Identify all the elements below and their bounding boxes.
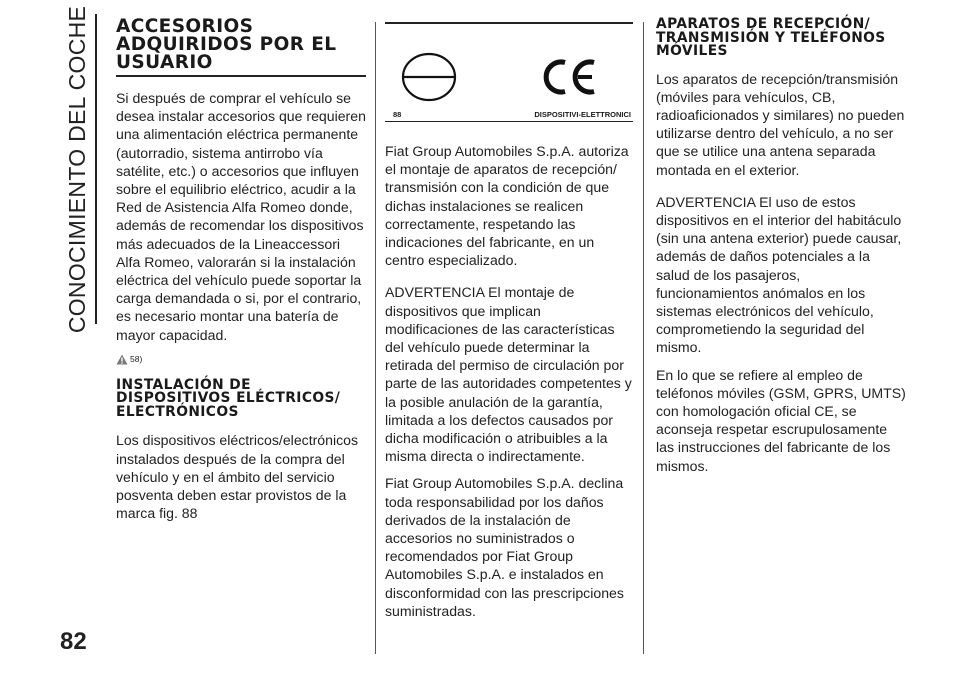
warning-reference (116, 354, 366, 365)
warning-triangle-icon (116, 354, 128, 365)
section-heading-aparatos: APARATOS DE RECEPCIÓN/ TRANSMISIÓN Y TELÉFONOS MÓVILES (656, 16, 886, 59)
chapter-rule (95, 14, 97, 324)
chapter-title-text: CONOCIMIENTO DEL COCHE (64, 5, 91, 334)
chapter-title (58, 5, 98, 334)
column-divider-1 (375, 22, 376, 654)
heading-rule (116, 75, 366, 77)
figure-number: 88 (393, 110, 402, 119)
column2-paragraph: Fiat Group Automobiles S.p.A. declina toda responsabilidad por los daños derivados de la instalación de accesorios no suministrados o recomendados por Fiat Group Automobiles S.p.A. e instalados en disconformidad con las prescripciones suministradas. (385, 475, 624, 619)
figure-caption: DISPOSITIVI-ELETTRONICI (534, 110, 631, 119)
warning-reference-number: 58) (130, 354, 143, 365)
column2-paragraph: ADVERTENCIA El montaje de dispositivos que implican modificaciones de las características del vehículo puede determinar la retirada del permiso de circulación por parte de las autoridades competentes y la posible anulación de la garantía, limitada a los defectos causados por dicha modificación o atribuibles a la misma directa o indirectamente. (385, 284, 632, 465)
column-2-text (385, 142, 633, 620)
section2-paragraph: Los dispositivos eléctricos/electrónicos instalados después de la compra del vehículo y en el ámbito del servicio posventa deben estar provistos de la marca fig. 88 (116, 432, 359, 522)
column-2 (385, 18, 633, 629)
section3-paragraph: ADVERTENCIA El uso de estos dispositivos en el interior del habitáculo (sin una antena exterior) puede causar, además de daños potenciales a la salud de los pasajeros, funcionamientos anómalos en los sistemas electrónicos del vehículo, comprometiendo la seguridad del mismo. (656, 193, 902, 356)
column-divider-2 (643, 22, 644, 654)
section3-paragraph: En lo que se refiere al empleo de teléfonos móviles (GSM, GPRS, UMTS) con homologación oficial CE, se aconseja respetar escrupulosamente las instrucciones del fabricante de los mismos. (656, 366, 906, 474)
section3-paragraph: Los aparatos de recepción/transmisión (móviles para vehículos, CB, radioaficionados y similares) no pueden utilizarse dentro del vehículo, a no ser que se utilice una antena separada montada en el exterior. (656, 70, 905, 178)
figure-bottom-rule (385, 121, 633, 122)
section-heading-instalacion: INSTALACIÓN DE DISPOSITIVOS ELÉCTRICOS/ ELECTRÓNICOS (116, 376, 341, 420)
section1-paragraph: Si después de comprar el vehículo se desea instalar accesorios que requieren una alimentación eléctrica permanente (autorradio, sistema antirrobo vía satélite, etc.) o accesorios que influyen sobre el equilibrio eléctrico, acudir a la Red de Asistencia Alfa Romeo donde, además de recomendar los dispositivos más adecuados de la Lineaccessori Alfa Romeo, valorarán si la instalación eléctrica del vehículo puede soportar la carga demandada o si, por el contrario, es necesario montar una batería de mayor capacidad. (116, 90, 366, 343)
section-heading-accesorios: ACCESORIOS ADQUIRIDOS POR EL USUARIO (116, 16, 337, 73)
e-mark-icon (400, 51, 458, 103)
column-1 (116, 18, 366, 531)
figure-top-rule (385, 22, 633, 24)
column-3 (656, 18, 906, 484)
figure-88 (385, 18, 633, 120)
ce-mark-icon (543, 58, 599, 96)
page-number: 82 (60, 628, 87, 655)
column2-paragraph: Fiat Group Automobiles S.p.A. autoriza el montaje de aparatos de recepción/ transmisión con la condición de que dichas instalaciones se realicen correctamente, respetando las indicaciones del fabricante, en un centro especializado. (385, 143, 629, 269)
